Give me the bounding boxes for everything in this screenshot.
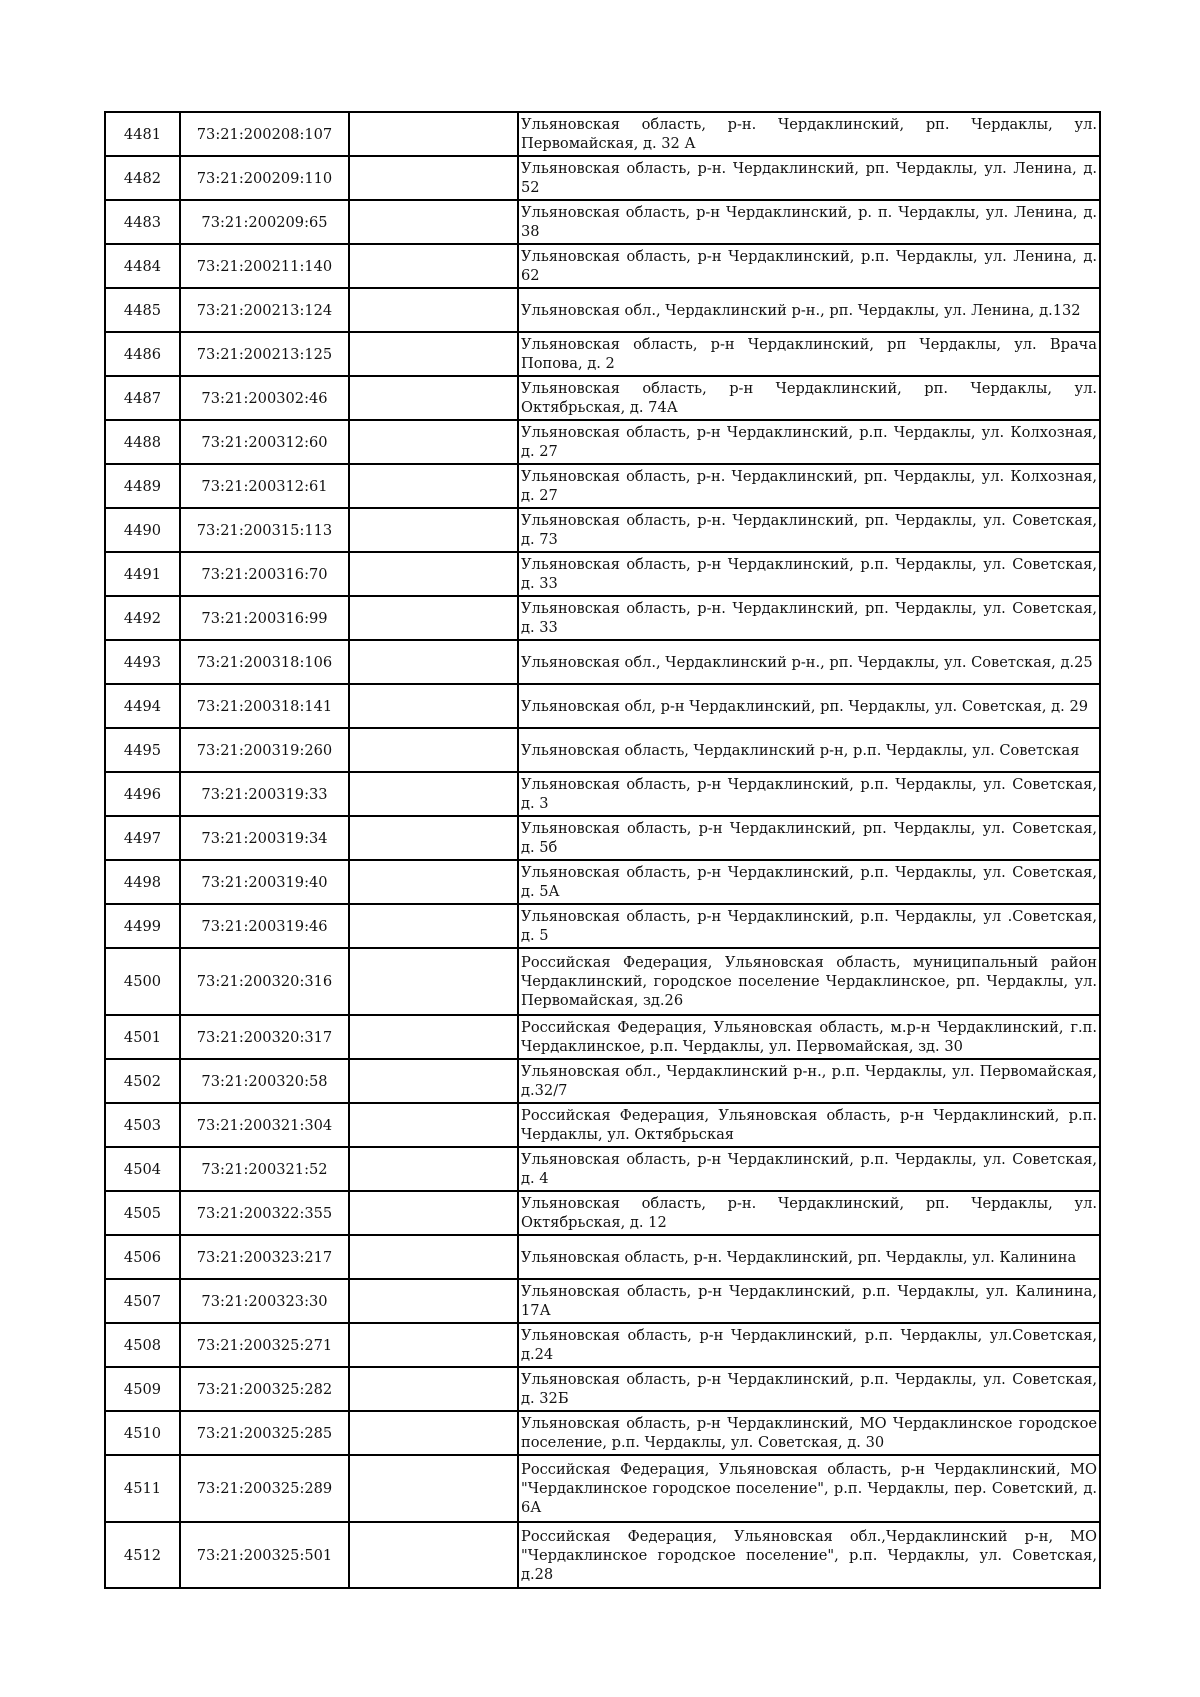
- row-number-cell: 4487: [105, 376, 180, 420]
- address-cell: Ульяновская область, р-н Чердаклинский, рп Чердаклы, ул. Врача Попова, д. 2: [518, 332, 1100, 376]
- empty-cell: [349, 332, 518, 376]
- row-number-cell: 4495: [105, 728, 180, 772]
- row-number-cell: 4494: [105, 684, 180, 728]
- table-row: [105, 1147, 1100, 1191]
- cadastral-number-cell: 73:21:200315:113: [180, 508, 349, 552]
- empty-cell: [349, 772, 518, 816]
- table-row: [105, 1279, 1100, 1323]
- row-number-cell: 4508: [105, 1323, 180, 1367]
- row-number-cell: 4493: [105, 640, 180, 684]
- cadastral-number-cell: 73:21:200325:289: [180, 1455, 349, 1522]
- row-number-cell: 4502: [105, 1059, 180, 1103]
- table-row: [105, 860, 1100, 904]
- empty-cell: [349, 1279, 518, 1323]
- row-number-cell: 4507: [105, 1279, 180, 1323]
- row-number-cell: 4500: [105, 948, 180, 1015]
- address-cell: Российская Федерация, Ульяновская область, м.р-н Чердаклинский, г.п. Чердаклинское, р.п. Чердаклы, ул. Первомайская, зд. 30: [518, 1015, 1100, 1059]
- empty-cell: [349, 376, 518, 420]
- cadastral-number-cell: 73:21:200321:52: [180, 1147, 349, 1191]
- cadastral-number-cell: 73:21:200316:99: [180, 596, 349, 640]
- cadastral-number-cell: 73:21:200318:141: [180, 684, 349, 728]
- empty-cell: [349, 728, 518, 772]
- address-cell: Ульяновская область, р-н Чердаклинский, р.п. Чердаклы, ул. Советская, д. 3: [518, 772, 1100, 816]
- table-row: [105, 464, 1100, 508]
- table-row: [105, 552, 1100, 596]
- cadastral-number-cell: 73:21:200320:58: [180, 1059, 349, 1103]
- row-number-cell: 4488: [105, 420, 180, 464]
- address-cell: Ульяновская область, р-н Чердаклинский, р.п. Чердаклы, ул. Советская, д. 32Б: [518, 1367, 1100, 1411]
- row-number-cell: 4503: [105, 1103, 180, 1147]
- table-row: [105, 332, 1100, 376]
- empty-cell: [349, 1455, 518, 1522]
- address-cell: Ульяновская обл., Чердаклинский р-н., рп. Чердаклы, ул. Советская, д.25: [518, 640, 1100, 684]
- cadastral-number-cell: 73:21:200319:40: [180, 860, 349, 904]
- cadastral-number-cell: 73:21:200319:34: [180, 816, 349, 860]
- table-row: [105, 508, 1100, 552]
- cadastral-number-cell: 73:21:200302:46: [180, 376, 349, 420]
- empty-cell: [349, 596, 518, 640]
- empty-cell: [349, 1411, 518, 1455]
- empty-cell: [349, 1367, 518, 1411]
- row-number-cell: 4484: [105, 244, 180, 288]
- address-cell: Ульяновская область, р-н Чердаклинский, р. п. Чердаклы, ул. Ленина, д. 38: [518, 200, 1100, 244]
- address-cell: Ульяновская область, р-н Чердаклинский, р.п. Чердаклы, ул.Советская, д.24: [518, 1323, 1100, 1367]
- table-row: [105, 1522, 1100, 1588]
- row-number-cell: 4492: [105, 596, 180, 640]
- table-row: [105, 156, 1100, 200]
- address-cell: Ульяновская область, р-н Чердаклинский, р.п. Чердаклы, ул. Советская, д. 4: [518, 1147, 1100, 1191]
- empty-cell: [349, 508, 518, 552]
- row-number-cell: 4498: [105, 860, 180, 904]
- table-row: [105, 640, 1100, 684]
- row-number-cell: 4486: [105, 332, 180, 376]
- row-number-cell: 4496: [105, 772, 180, 816]
- table-row: [105, 244, 1100, 288]
- row-number-cell: 4482: [105, 156, 180, 200]
- table-row: [105, 1235, 1100, 1279]
- address-cell: Ульяновская область, р-н Чердаклинский, р.п. Чердаклы, ул. Колхозная, д. 27: [518, 420, 1100, 464]
- table-row: [105, 1191, 1100, 1235]
- cadastral-number-cell: 73:21:200211:140: [180, 244, 349, 288]
- empty-cell: [349, 1323, 518, 1367]
- empty-cell: [349, 200, 518, 244]
- empty-cell: [349, 552, 518, 596]
- address-cell: Ульяновская обл., Чердаклинский р-н., р.п. Чердаклы, ул. Первомайская, д.32/7: [518, 1059, 1100, 1103]
- table-row: [105, 1015, 1100, 1059]
- empty-cell: [349, 640, 518, 684]
- row-number-cell: 4497: [105, 816, 180, 860]
- empty-cell: [349, 420, 518, 464]
- empty-cell: [349, 684, 518, 728]
- row-number-cell: 4505: [105, 1191, 180, 1235]
- cadastral-number-cell: 73:21:200321:304: [180, 1103, 349, 1147]
- address-cell: Ульяновская область, р-н. Чердаклинский, рп. Чердаклы, ул. Калинина: [518, 1235, 1100, 1279]
- row-number-cell: 4509: [105, 1367, 180, 1411]
- empty-cell: [349, 816, 518, 860]
- table-row: [105, 904, 1100, 948]
- cadastral-number-cell: 73:21:200323:30: [180, 1279, 349, 1323]
- empty-cell: [349, 156, 518, 200]
- row-number-cell: 4510: [105, 1411, 180, 1455]
- empty-cell: [349, 1059, 518, 1103]
- table-row: [105, 420, 1100, 464]
- row-number-cell: 4506: [105, 1235, 180, 1279]
- address-cell: Ульяновская область, р-н Чердаклинский, р.п. Чердаклы, ул. Советская, д. 5А: [518, 860, 1100, 904]
- table-row: [105, 1411, 1100, 1455]
- table-row: [105, 1367, 1100, 1411]
- empty-cell: [349, 112, 518, 156]
- empty-cell: [349, 1015, 518, 1059]
- cadastral-number-cell: 73:21:200209:110: [180, 156, 349, 200]
- address-cell: Ульяновская область, р-н. Чердаклинский, рп. Чердаклы, ул. Первомайская, д. 32 А: [518, 112, 1100, 156]
- cadastral-number-cell: 73:21:200318:106: [180, 640, 349, 684]
- cadastral-number-cell: 73:21:200319:33: [180, 772, 349, 816]
- table-row: [105, 376, 1100, 420]
- address-cell: Ульяновская обл., Чердаклинский р-н., рп. Чердаклы, ул. Ленина, д.132: [518, 288, 1100, 332]
- row-number-cell: 4504: [105, 1147, 180, 1191]
- cadastral-number-cell: 73:21:200325:285: [180, 1411, 349, 1455]
- cadastral-number-cell: 73:21:200319:260: [180, 728, 349, 772]
- address-cell: Ульяновская область, р-н Чердаклинский, рп. Чердаклы, ул. Октябрьская, д. 74А: [518, 376, 1100, 420]
- cadastral-number-cell: 73:21:200325:271: [180, 1323, 349, 1367]
- address-cell: Российская Федерация, Ульяновская область, р-н Чердаклинский, р.п. Чердаклы, ул. Октябрьская: [518, 1103, 1100, 1147]
- row-number-cell: 4512: [105, 1522, 180, 1588]
- empty-cell: [349, 1522, 518, 1588]
- registry-table: [104, 111, 1101, 1589]
- empty-cell: [349, 1235, 518, 1279]
- empty-cell: [349, 1191, 518, 1235]
- table-row: [105, 112, 1100, 156]
- row-number-cell: 4491: [105, 552, 180, 596]
- address-cell: Российская Федерация, Ульяновская обл.,Чердаклинский р-н, МО "Чердаклинское городское поселение", р.п. Чердаклы, ул. Советская, д.28: [518, 1522, 1100, 1588]
- address-cell: Ульяновская обл, р-н Чердаклинский, рп. Чердаклы, ул. Советская, д. 29: [518, 684, 1100, 728]
- row-number-cell: 4511: [105, 1455, 180, 1522]
- table-row: [105, 596, 1100, 640]
- cadastral-number-cell: 73:21:200322:355: [180, 1191, 349, 1235]
- cadastral-number-cell: 73:21:200209:65: [180, 200, 349, 244]
- table-row: [105, 772, 1100, 816]
- cadastral-number-cell: 73:21:200325:501: [180, 1522, 349, 1588]
- table-row: [105, 1455, 1100, 1522]
- address-cell: Ульяновская область, р-н. Чердаклинский, рп. Чердаклы, ул. Колхозная, д. 27: [518, 464, 1100, 508]
- table-row: [105, 288, 1100, 332]
- cadastral-number-cell: 73:21:200312:61: [180, 464, 349, 508]
- cadastral-number-cell: 73:21:200319:46: [180, 904, 349, 948]
- row-number-cell: 4489: [105, 464, 180, 508]
- registry-body: [105, 112, 1100, 1588]
- address-cell: Ульяновская область, р-н Чердаклинский, р.п. Чердаклы, ул. Советская, д. 33: [518, 552, 1100, 596]
- address-cell: Ульяновская область, р-н Чердаклинский, р.п. Чердаклы, ул. Калинина, 17А: [518, 1279, 1100, 1323]
- cadastral-number-cell: 73:21:200320:316: [180, 948, 349, 1015]
- cadastral-number-cell: 73:21:200213:125: [180, 332, 349, 376]
- cadastral-number-cell: 73:21:200320:317: [180, 1015, 349, 1059]
- address-cell: Ульяновская область, р-н. Чердаклинский, рп. Чердаклы, ул. Октябрьская, д. 12: [518, 1191, 1100, 1235]
- address-cell: Ульяновская область, р-н. Чердаклинский, рп. Чердаклы, ул. Советская, д. 33: [518, 596, 1100, 640]
- address-cell: Ульяновская область, р-н Чердаклинский, МО Чердаклинское городское поселение, р.п. Чердаклы, ул. Советская, д. 30: [518, 1411, 1100, 1455]
- empty-cell: [349, 244, 518, 288]
- row-number-cell: 4490: [105, 508, 180, 552]
- cadastral-number-cell: 73:21:200208:107: [180, 112, 349, 156]
- address-cell: Ульяновская область, р-н Чердаклинский, р.п. Чердаклы, ул. Ленина, д. 62: [518, 244, 1100, 288]
- row-number-cell: 4499: [105, 904, 180, 948]
- cadastral-number-cell: 73:21:200325:282: [180, 1367, 349, 1411]
- empty-cell: [349, 288, 518, 332]
- cadastral-number-cell: 73:21:200213:124: [180, 288, 349, 332]
- table-row: [105, 728, 1100, 772]
- row-number-cell: 4481: [105, 112, 180, 156]
- empty-cell: [349, 860, 518, 904]
- address-cell: Ульяновская область, р-н Чердаклинский, рп. Чердаклы, ул. Советская, д. 5б: [518, 816, 1100, 860]
- table-row: [105, 948, 1100, 1015]
- address-cell: Российская Федерация, Ульяновская область, р-н Чердаклинский, МО "Чердаклинское городское поселение", р.п. Чердаклы, пер. Советский, д. 6А: [518, 1455, 1100, 1522]
- cadastral-number-cell: 73:21:200323:217: [180, 1235, 349, 1279]
- address-cell: Ульяновская область, Чердаклинский р-н, р.п. Чердаклы, ул. Советская: [518, 728, 1100, 772]
- empty-cell: [349, 1147, 518, 1191]
- table-row: [105, 816, 1100, 860]
- cadastral-number-cell: 73:21:200312:60: [180, 420, 349, 464]
- cadastral-number-cell: 73:21:200316:70: [180, 552, 349, 596]
- row-number-cell: 4483: [105, 200, 180, 244]
- row-number-cell: 4485: [105, 288, 180, 332]
- address-cell: Ульяновская область, р-н. Чердаклинский, рп. Чердаклы, ул. Ленина, д. 52: [518, 156, 1100, 200]
- address-cell: Ульяновская область, р-н. Чердаклинский, рп. Чердаклы, ул. Советская, д. 73: [518, 508, 1100, 552]
- address-cell: Российская Федерация, Ульяновская область, муниципальный район Чердаклинский, городское поселение Чердаклинское, рп. Чердаклы, ул. Первомайская, зд.26: [518, 948, 1100, 1015]
- empty-cell: [349, 948, 518, 1015]
- empty-cell: [349, 464, 518, 508]
- table-row: [105, 684, 1100, 728]
- table-row: [105, 200, 1100, 244]
- table-row: [105, 1059, 1100, 1103]
- table-row: [105, 1103, 1100, 1147]
- table-row: [105, 1323, 1100, 1367]
- row-number-cell: 4501: [105, 1015, 180, 1059]
- empty-cell: [349, 1103, 518, 1147]
- address-cell: Ульяновская область, р-н Чердаклинский, р.п. Чердаклы, ул .Советская, д. 5: [518, 904, 1100, 948]
- empty-cell: [349, 904, 518, 948]
